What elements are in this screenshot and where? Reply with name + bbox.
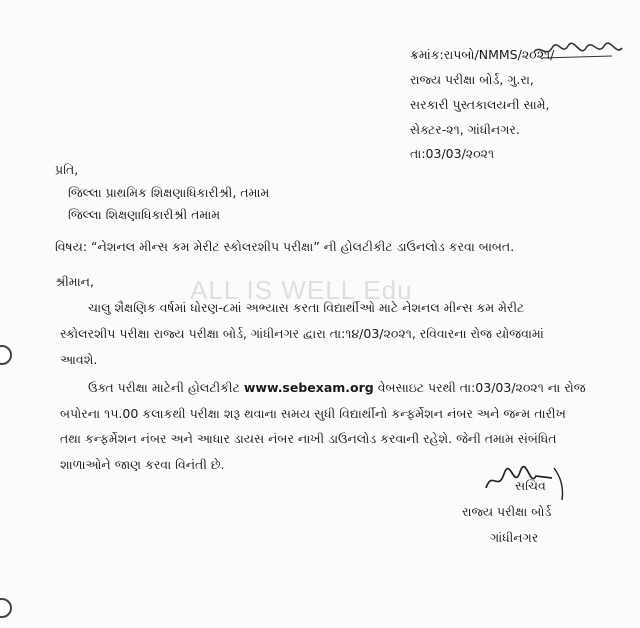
signatory-org: રાજ્ય પરીક્ષા બોર્ડ: [462, 504, 552, 519]
paragraph-2-text: વેબસાઇટ પરથી તા:03/03/૨૦૨૧ ના રોજ: [373, 380, 586, 395]
punch-hole: [0, 345, 12, 365]
salutation: શ્રીમાન,: [55, 274, 94, 289]
website-link[interactable]: www.sebexam.org: [243, 380, 374, 395]
reference-number: ક્રમાંક:રાપબો/NMMS/૨૦૨૧/: [410, 47, 555, 62]
signatory-title: સચિવ: [515, 478, 546, 493]
signatory-place: ગાંધીનગર: [490, 530, 539, 545]
office-name: રાજ્ય પરીક્ષા બોર્ડ, ગુ.રા,: [410, 72, 534, 87]
paragraph-1-line: સ્કોલરશીપ પરીક્ષા રાજ્ય પરીક્ષા બોર્ડ, ગાંધીનગર દ્વારા તા:૧૪/03/૨૦૨૧, રવિવારના રોજ યોજવામાં: [60, 326, 544, 341]
office-city: સેક્ટર-૨૧, ગાંધીનગર.: [410, 122, 520, 137]
handwritten-reference-stamp: [532, 40, 624, 62]
recipient-address-2: જિલ્લા શિક્ષણાધિકારીશ્રી તમામ: [68, 207, 221, 222]
paragraph-1-line: આવશે.: [60, 352, 98, 367]
watermark: ALL IS WELL Edu: [190, 275, 413, 305]
paragraph-1-line: ચાલુ શૈક્ષણિક વર્ષમાં ધોરણ-૮માં અભ્યાસ કરતા વિદ્યાર્થીઓ માટે નેશનલ મીન્સ કમ મેરીટ: [88, 300, 525, 315]
office-address: સરકારી પુસ્તકાલયની સામે,: [410, 97, 550, 112]
paragraph-2-line: [88, 380, 586, 396]
paragraph-2-line: તથા કન્ફર્મેશન નંબર અને આધાર ડાયસ નંબર નાખી ડાઉનલોડ કરવાની રહેશે. જેની તમામ સંબંધિત: [60, 431, 557, 446]
punch-hole: [0, 598, 12, 618]
recipient-address-1: જિલ્લા પ્રાથમિક શિક્ષણાધિકારીશ્રી, તમામ: [68, 185, 270, 200]
letter-date: તા:03/03/૨૦૨૧: [410, 146, 495, 161]
recipient-to: પ્રતિ,: [55, 162, 79, 177]
subject-line: વિષય: “નેશનલ મીન્સ કમ મેરીટ સ્કોલરશીપ પરીક્ષા” ની હોલટીકીટ ડાઉનલોડ કરવા બાબત.: [55, 239, 515, 254]
paragraph-2-line: શાળાઓને જાણ કરવા વિનંતી છે.: [60, 457, 225, 472]
paragraph-2-line: બપોરના ૧૫.00 કલાકથી પરીક્ષા શરૂ થવાના સમય સુધી વિદ્યાર્થીનો કન્ફર્મેશન નંબર અને જન્મ તારીખ: [60, 406, 566, 421]
paragraph-2-text: ઉક્ત પરીક્ષા માટેની હોલટીકીટ: [88, 380, 244, 395]
